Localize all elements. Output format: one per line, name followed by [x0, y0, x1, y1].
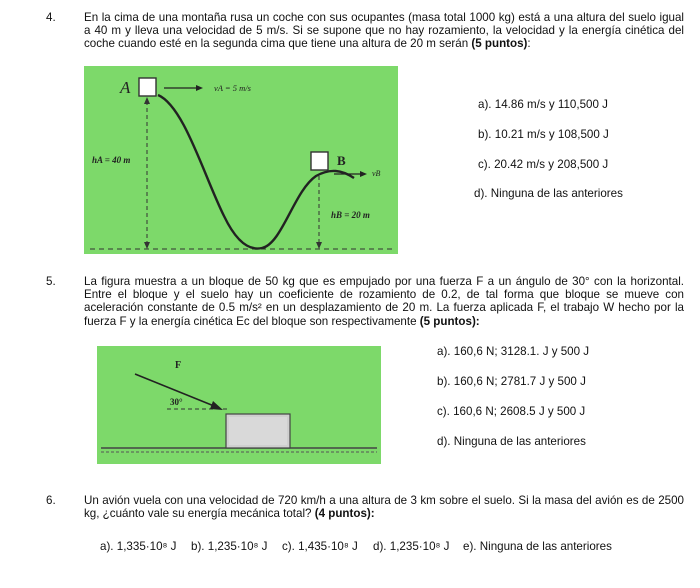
roller-coaster-figure: [84, 66, 398, 254]
q6-statement: [84, 494, 684, 520]
q4-option-a: a). 14.86 m/s y 110,500 J: [478, 98, 608, 111]
q6-option-a: a). 1,335·10⁸ J: [100, 540, 177, 553]
label-a: A: [120, 78, 131, 97]
q6-option-c: c). 1,435·10⁸ J: [282, 540, 358, 553]
q6-number: 6.: [46, 494, 56, 507]
va-label: vA = 5 m/s: [214, 83, 251, 93]
q4-option-b: b). 10.21 m/s y 108,500 J: [478, 128, 609, 141]
car-a: [139, 78, 156, 96]
figure-background: [84, 66, 398, 254]
q4-number: 4.: [46, 11, 56, 24]
vb-label: vB: [372, 169, 381, 178]
q6-points: (4 puntos):: [314, 507, 375, 521]
hb-label: hB = 20 m: [331, 210, 370, 220]
q4-points: (5 puntos): [471, 37, 528, 51]
q5-option-b: b). 160,6 N; 2781.7 J y 500 J: [437, 375, 586, 388]
block-diagram: [97, 346, 381, 464]
q5-statement: [84, 275, 684, 328]
q6-option-e: e). Ninguna de las anteriores: [463, 540, 612, 553]
ha-label: hA = 40 m: [92, 155, 131, 165]
block-figure: [97, 346, 381, 464]
roller-coaster-diagram: [84, 66, 398, 254]
q5-option-a: a). 160,6 N; 3128.1. J y 500 J: [437, 345, 590, 358]
q6-option-d: d). 1,235·10⁸ J: [373, 540, 450, 553]
q4-text: En la cima de una montaña rusa un coche con sus ocupantes (masa total 1000 kg) está a una altura del suelo igual a 40 m y lleva una velocidad de 5 m/s. Si se supone que no hay rozamiento, la velocidad y la energía cinética del coche cuando esté en la segunda cima que tiene una altura de 20 m serán: [84, 11, 684, 51]
q4-statement: [84, 11, 684, 51]
block-face: [229, 417, 287, 445]
car-b: [311, 152, 328, 170]
q5-number: 5.: [46, 275, 56, 288]
force-label: F: [175, 360, 182, 371]
q6-text: Un avión vuela con una velocidad de 720 km/h a una altura de 3 km sobre el suelo. Si la masa del avión es de 2500 kg, ¿cuánto vale su energía mecánica total?: [84, 494, 684, 521]
q4-tail: :: [527, 37, 531, 51]
q5-option-c: c). 160,6 N; 2608.5 J y 500 J: [437, 405, 586, 418]
angle-label: 30°: [170, 397, 183, 407]
q4-option-d: d). Ninguna de las anteriores: [474, 187, 623, 200]
q5-option-d: d). Ninguna de las anteriores: [437, 435, 586, 448]
q4-option-c: c). 20.42 m/s y 208,500 J: [478, 158, 609, 171]
label-b: B: [337, 153, 346, 168]
q6-option-b: b). 1,235·10⁸ J: [191, 540, 268, 553]
q5-points: (5 puntos):: [419, 314, 480, 328]
q5-text: La figura muestra a un bloque de 50 kg que es empujado por una fuerza F a un ángulo de 30° con la horizontal. Entre el bloque y el suelo hay un coeficiente de rozamiento de 0.2, de tal forma que bloque se mueve con aceleración constante de 0.5 m/s² en un desplazamiento de 20 m. La fuerza aplicada F, el trabajo W hecho por la fuerza F y la energía cinética Ec del bloque son respectivamente: [84, 275, 684, 328]
